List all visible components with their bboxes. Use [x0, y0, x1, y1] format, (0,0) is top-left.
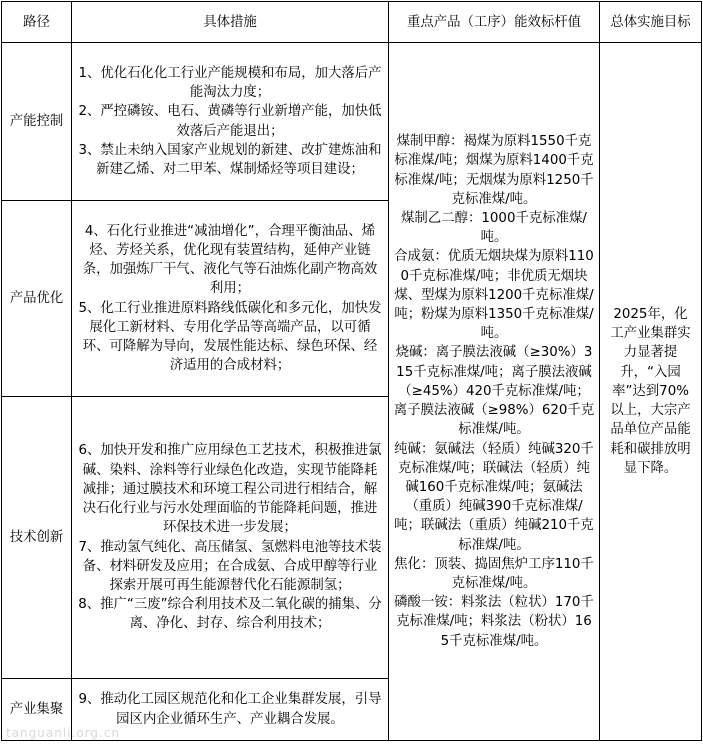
target-cell: 2025年，化工产业集群实力显著提升，“入园率”达到70%以上，大宗产品单位产品能耗和碳排放明显下降。 [600, 43, 702, 741]
benchmarks-cell [389, 43, 600, 741]
measure-item: 1、优化石化化工行业产能规模和布局，加大落后产能淘汰力度； [78, 65, 382, 101]
header-benchmarks: 重点产品（工序）能效标杆值 [389, 2, 600, 43]
measures-cell [72, 201, 389, 397]
benchmark-item: 煤制甲醇：褐煤为原料1550千克标准煤/吨；烟煤为原料1400千克标准煤/吨；无烟煤为原料1250千克标准煤/吨。 [394, 134, 594, 207]
header-measures: 具体措施 [72, 2, 389, 43]
header-path: 路径 [2, 2, 72, 43]
path-cell: 技术创新 [2, 397, 72, 679]
benchmark-item: 烧碱：离子膜法液碱（≥30%）315千克标准煤/吨；离子膜法液碱（≥45%）420千克标准煤/吨；离子膜法液碱（≥98%）620千克标准煤/吨。 [393, 345, 595, 438]
measure-item: 8、推广“三废”综合利用技术及二氧化碳的捕集、分离、净化、封存、综合利用技术； [78, 597, 382, 632]
measures-cell [72, 43, 389, 201]
watermark: tanguanli.org.cn [6, 726, 121, 740]
measures-table [1, 1, 702, 741]
measure-item: 3、禁止未纳入国家产业规划的新建、改扩建炼油和新建乙烯、对二甲苯、煤制烯烃等项目建设； [78, 142, 382, 177]
table-row [2, 43, 702, 201]
measures-cell [72, 397, 389, 679]
benchmark-item: 纯碱：氨碱法（轻质）纯碱320千克标准煤/吨；联碱法（轻质）纯碱160千克标准煤/吨；氨碱法（重质）纯碱390千克标准煤/吨；联碱法（重质）纯碱210千克标准煤/吨。 [394, 441, 594, 553]
measure-item: 9、推动化工园区规范化和化工企业集群发展，引导园区内企业循环生产、产业耦合发展。 [78, 692, 382, 727]
path-cell: 产品优化 [2, 201, 72, 397]
measure-item: 6、加快开发和推广应用绿色工艺技术，积极推进氯碱、染料、涂料等行业绿色化改造，实现节能降耗减排；通过膜技术和环境工程公司进行相结合，解决石化行业与污水处理面临的节能降耗问题，推进环保技术进一步发展； [78, 443, 382, 536]
measure-item: 7、推动氢气纯化、高压储氢、氢燃料电池等技术装备、材料研发及应用；在合成氨、合成甲醇等行业探索开展可再生能源替代化石能源制氢； [78, 539, 382, 593]
benchmark-item: 煤制乙二醇：1000千克标准煤/吨。 [401, 211, 587, 246]
measure-item: 2、严控磷铵、电石、黄磷等行业新增产能，加快低效落后产能退出； [78, 104, 382, 139]
header-row [2, 2, 702, 43]
header-target: 总体实施目标 [600, 2, 702, 43]
path-cell: 产能控制 [2, 43, 72, 201]
path-cell: 产业集聚 [2, 679, 72, 741]
measure-item: 4、石化行业推进“减油增化”，合理平衡油品、烯烃、芳烃关系，优化现有装置结构，延伸产业链条，加强炼厂干气、液化气等石油炼化副产物高效利用； [82, 223, 378, 297]
measure-item: 5、化工行业推进原料路线低碳化和多元化，加快发展化工新材料、专用化学品等高端产品，以可循环、可降解为导向，发展性能达标、绿色环保、经济适用的合成材料； [78, 300, 382, 374]
benchmark-item: 合成氨：优质无烟块煤为原料1100千克标准煤/吨；非优质无烟块煤、型煤为原料1200千克标准煤/吨；粉煤为原料1350千克标准煤/吨。 [394, 249, 594, 342]
benchmark-item: 焦化：顶装、捣固焦炉工序110千克标准煤/吨。 [394, 556, 594, 591]
benchmark-item: 磷酸一铵：料浆法（粒状）170千克标准煤/吨；料浆法（粉状）165千克标准煤/吨。 [394, 595, 594, 649]
